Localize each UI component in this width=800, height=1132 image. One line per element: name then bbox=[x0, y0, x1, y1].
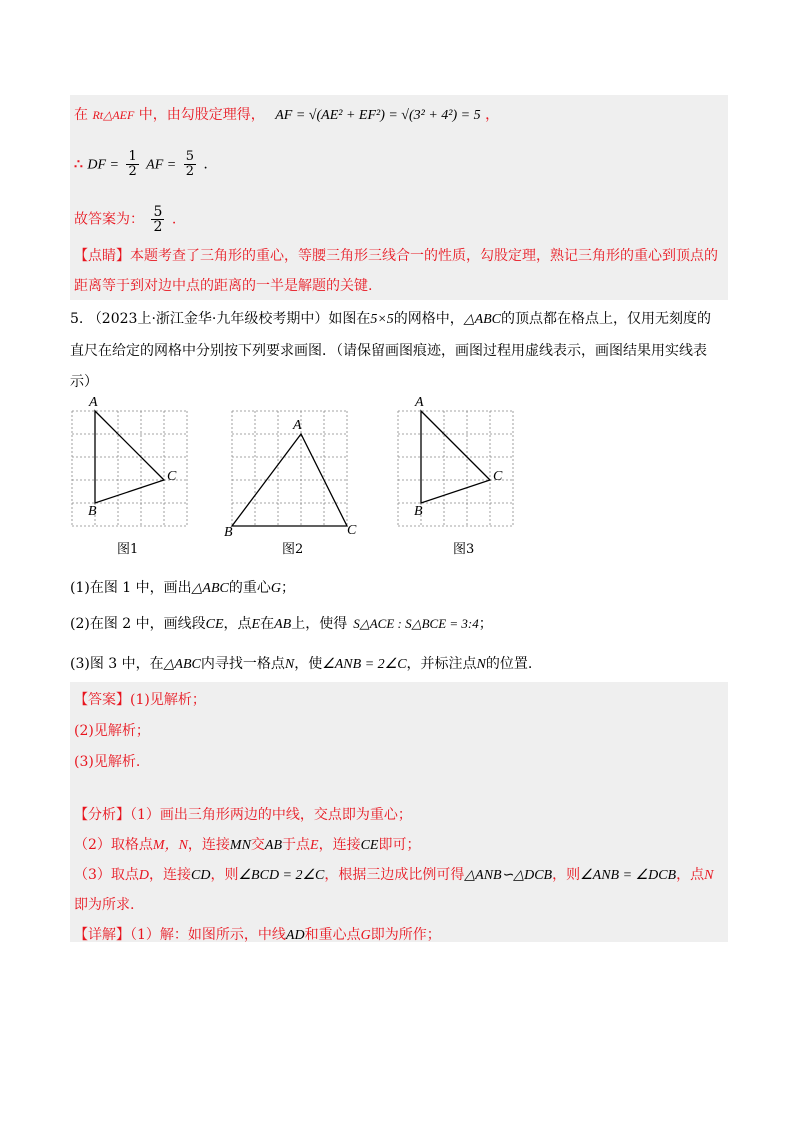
comment-text: 距离等于到对边中点的距离的一半是解题的关键. bbox=[74, 278, 373, 294]
question-text: 在 bbox=[260, 616, 275, 632]
analysis-text: ，点 bbox=[676, 867, 705, 883]
point-label: G bbox=[270, 581, 281, 596]
figure-2-svg bbox=[232, 411, 352, 531]
point-label: N bbox=[704, 868, 714, 883]
grid-lines bbox=[232, 411, 347, 526]
question-3 bbox=[70, 654, 532, 675]
similarity-formula: △ANB∽△DCB bbox=[464, 868, 553, 883]
segment-label: AB bbox=[274, 617, 292, 632]
triangle-label: △ABC bbox=[163, 657, 201, 672]
problem-number: 5. bbox=[70, 311, 84, 327]
point-label: D bbox=[138, 868, 150, 883]
figure-1-caption: 图1 bbox=[117, 542, 139, 557]
comment-line-1 bbox=[74, 246, 718, 266]
figure-3 bbox=[398, 395, 518, 535]
denominator: 2 bbox=[185, 164, 194, 179]
comment-tag: 【点睛】 bbox=[74, 248, 130, 264]
vertex-b-label: B bbox=[414, 504, 423, 519]
answer-tag: 【答案】 bbox=[74, 692, 130, 708]
answer-text: (3)见解析. bbox=[74, 754, 141, 770]
vertex-c-label: C bbox=[347, 523, 357, 538]
point-label: N bbox=[284, 657, 295, 672]
problem-text: 直尺在给定的网格中分别按下列要求画图．（请保留画图痕迹，画图过程用虚线表示，画图结果用实线表 bbox=[70, 343, 707, 359]
point-label: M，N bbox=[152, 838, 188, 853]
triangle-label: Rt△AEF bbox=[92, 108, 135, 122]
question-text: ； bbox=[280, 580, 295, 596]
text: . bbox=[203, 156, 208, 173]
answer-line-1 bbox=[74, 690, 206, 710]
analysis-line-4 bbox=[74, 895, 134, 915]
analysis-text: ，则 bbox=[210, 867, 239, 883]
formula-af: AF = bbox=[146, 157, 177, 173]
answer-label: 故答案为： bbox=[74, 211, 144, 228]
vertex-a-label: A bbox=[293, 418, 302, 433]
formula-af: AF = √(AE² + EF²) = √(3² + 4²) = 5 bbox=[275, 108, 481, 123]
figure-1 bbox=[72, 395, 192, 535]
triangle-label: △ABC bbox=[463, 312, 502, 327]
question-text: ，使 bbox=[294, 656, 323, 672]
analysis-text: （2）取格点 bbox=[74, 837, 153, 853]
numerator: 5 bbox=[153, 204, 163, 220]
question-text: (1)在图 1 中，画出 bbox=[70, 580, 192, 596]
question-text: 的位置. bbox=[485, 656, 533, 672]
analysis-line-1 bbox=[74, 805, 412, 825]
question-text: ； bbox=[478, 616, 493, 632]
question-text: ，点 bbox=[223, 616, 252, 632]
angle-formula: ∠ANB = ∠DCB bbox=[580, 868, 677, 883]
point-label: G bbox=[360, 928, 371, 943]
question-text: (3)图 3 中，在 bbox=[70, 656, 164, 672]
grid-size: 5×5 bbox=[370, 312, 394, 327]
text: ， bbox=[485, 107, 500, 123]
problem-text: 的顶点都在格点上，仅用无刻度的 bbox=[501, 311, 712, 327]
answer-fraction bbox=[151, 205, 164, 234]
problem-line-3 bbox=[70, 372, 98, 392]
vertex-c-label: C bbox=[167, 469, 177, 484]
segment-label: AB bbox=[264, 838, 283, 853]
area-ratio: S△ACE : S△BCE = 3:4 bbox=[353, 616, 479, 631]
analysis-line-3 bbox=[74, 865, 713, 886]
segment-label: CE bbox=[205, 617, 224, 632]
vertex-c-label: C bbox=[493, 469, 503, 484]
question-text: 上，使得 bbox=[291, 616, 348, 632]
angle-formula: ∠BCD = 2∠C bbox=[238, 868, 325, 883]
point-label: E bbox=[251, 617, 261, 632]
text: . bbox=[171, 211, 177, 228]
question-text: 的重心 bbox=[228, 580, 271, 596]
denominator: 2 bbox=[153, 219, 163, 235]
analysis-text: ，则 bbox=[552, 867, 581, 883]
comment-line-2 bbox=[74, 276, 372, 296]
answer-text: (1)见解析； bbox=[130, 692, 206, 708]
figure-2 bbox=[224, 411, 357, 540]
segment-label: CE bbox=[360, 838, 379, 853]
analysis-text: ，连接 bbox=[187, 837, 230, 853]
detail-text: 即为所作； bbox=[370, 927, 441, 943]
detail-text: 和重心点 bbox=[304, 927, 361, 943]
vertex-b-label: B bbox=[224, 525, 233, 540]
fraction-five-halves bbox=[184, 150, 196, 179]
question-text: 内寻找一格点 bbox=[200, 656, 285, 672]
analysis-text: ，连接 bbox=[318, 837, 361, 853]
question-1 bbox=[70, 578, 295, 599]
numerator: 5 bbox=[185, 149, 194, 164]
analysis-text: 交 bbox=[250, 837, 265, 853]
angle-condition: ∠ANB = 2∠C bbox=[322, 657, 407, 672]
vertex-b-label: B bbox=[88, 504, 97, 519]
detail-tag: 【详解】 bbox=[74, 927, 130, 943]
point-label: E bbox=[310, 838, 319, 853]
detail-line-1 bbox=[74, 925, 441, 946]
problem-text: 示） bbox=[70, 374, 98, 390]
analysis-text: （3）取点 bbox=[74, 867, 139, 883]
analysis-text: （1）画出三角形两边的中线，交点即为重心； bbox=[130, 807, 412, 823]
vertex-a-label: A bbox=[89, 395, 98, 410]
problem-line-1 bbox=[70, 309, 711, 330]
answer-line-3 bbox=[74, 752, 140, 772]
solution-line-3 bbox=[74, 205, 176, 234]
problem-text: （2023上·浙江金华·九年级校考期中）如图在 bbox=[87, 311, 371, 327]
numerator: 1 bbox=[128, 149, 137, 164]
question-text: (2)在图 2 中，画线段 bbox=[70, 616, 206, 632]
question-text: ，并标注点 bbox=[406, 656, 477, 672]
formula-df: DF = bbox=[87, 157, 119, 173]
analysis-text: ，连接 bbox=[149, 867, 192, 883]
text: 中，由勾股定理得， bbox=[138, 107, 265, 123]
problem-line-2 bbox=[70, 341, 707, 361]
comment-text: 本题考查了三角形的重心，等腰三角形三线合一的性质，勾股定理，熟记三角形的重心到顶点的 bbox=[130, 248, 718, 264]
question-2 bbox=[70, 614, 493, 635]
point-label: N bbox=[476, 657, 486, 672]
figure-2-caption: 图2 bbox=[282, 542, 304, 557]
solution-line-1 bbox=[74, 105, 499, 126]
analysis-text: ，根据三边成比例可得 bbox=[324, 867, 465, 883]
answer-line-2 bbox=[74, 721, 150, 741]
vertex-a-label: A bbox=[415, 395, 424, 410]
analysis-text: 即为所求. bbox=[74, 897, 135, 913]
denominator: 2 bbox=[128, 164, 137, 179]
segment-label: MN bbox=[229, 838, 251, 853]
text: 在 bbox=[74, 107, 88, 123]
therefore-symbol: ∴ bbox=[74, 156, 83, 173]
detail-text: （1）解：如图所示，中线 bbox=[130, 927, 286, 943]
analysis-tag: 【分析】 bbox=[74, 807, 130, 823]
fraction-half bbox=[126, 150, 138, 179]
problem-text: 的网格中， bbox=[393, 311, 464, 327]
answer-text: (2)见解析； bbox=[74, 723, 150, 739]
segment-label: CD bbox=[191, 868, 211, 883]
analysis-line-2 bbox=[74, 835, 420, 856]
analysis-text: 即可； bbox=[378, 837, 421, 853]
solution-line-2 bbox=[74, 150, 208, 179]
segment-label: AD bbox=[285, 928, 305, 943]
figure-3-caption: 图3 bbox=[453, 542, 475, 557]
analysis-text: 于点 bbox=[282, 837, 311, 853]
triangle-label: △ABC bbox=[191, 581, 229, 596]
